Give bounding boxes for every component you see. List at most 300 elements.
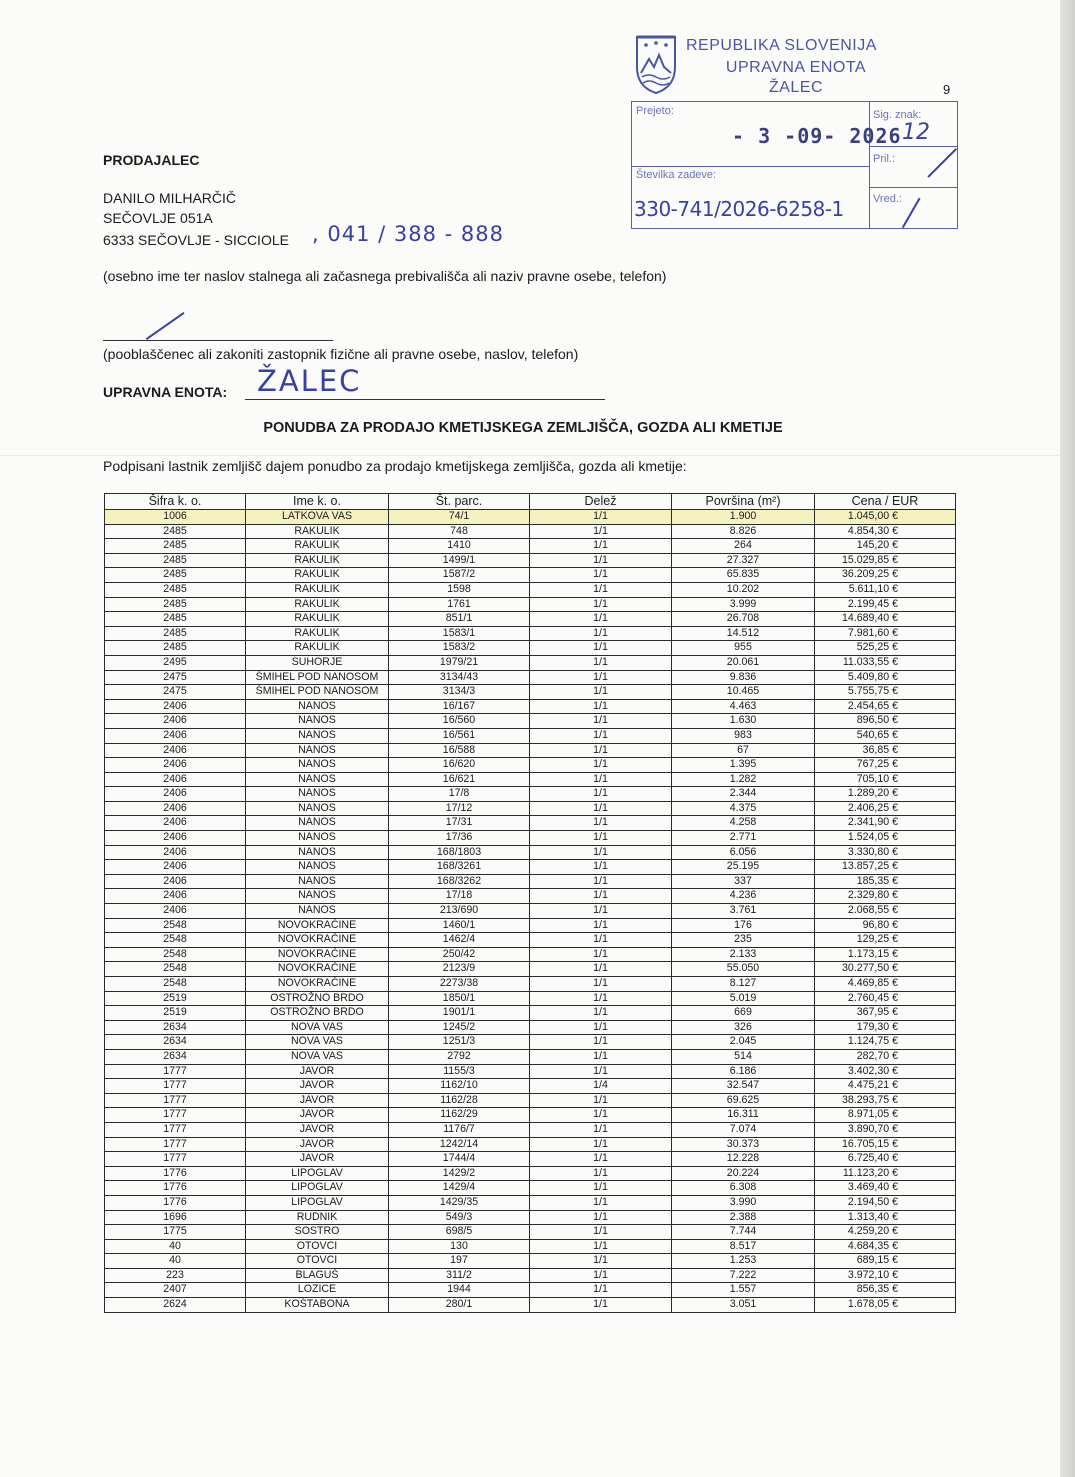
cell-ime: NOVA VAS [246, 1035, 389, 1050]
cell-sifra: 2406 [105, 845, 246, 860]
cell-sifra: 2485 [105, 524, 246, 539]
upravna-enota-line [245, 399, 605, 400]
cell-parcela: 2123/9 [389, 962, 530, 977]
cell-parcela: 311/2 [389, 1268, 530, 1283]
cell-cena: 1.045,00 € [815, 510, 956, 525]
cell-parcela: 851/1 [389, 612, 530, 627]
cell-cena: 8.971,05 € [815, 1108, 956, 1123]
stamp-line-office: UPRAVNA ENOTA [725, 59, 867, 76]
cell-povrsina: 6.186 [672, 1064, 815, 1079]
cell-delez: 1/1 [530, 801, 672, 816]
cell-delez: 1/1 [530, 1152, 672, 1167]
parcels-table [104, 493, 956, 1313]
cell-delez: 1/1 [530, 874, 672, 889]
cell-ime: LATKOVA VAS [246, 510, 389, 525]
table-row [105, 728, 956, 743]
cell-cena: 1.313,40 € [815, 1210, 956, 1225]
cell-cena: 4.475,21 € [815, 1079, 956, 1094]
cell-povrsina: 20.224 [672, 1166, 815, 1181]
cell-povrsina: 10.202 [672, 582, 815, 597]
cell-parcela: 17/36 [389, 831, 530, 846]
cell-ime: ŠMIHEL POD NANOSOM [246, 670, 389, 685]
cell-povrsina: 1.395 [672, 758, 815, 773]
cell-parcela: 1429/4 [389, 1181, 530, 1196]
cell-delez: 1/1 [530, 1298, 672, 1313]
cell-ime: JAVOR [246, 1064, 389, 1079]
cell-sifra: 2548 [105, 962, 246, 977]
handwritten-slash [902, 198, 920, 228]
cell-delez: 1/1 [530, 1225, 672, 1240]
cell-parcela: 130 [389, 1239, 530, 1254]
cell-ime: RAKULIK [246, 553, 389, 568]
cell-ime: RAKULIK [246, 539, 389, 554]
cell-cena: 3.469,40 € [815, 1181, 956, 1196]
cell-delez: 1/1 [530, 670, 672, 685]
cell-parcela: 1583/2 [389, 641, 530, 656]
cell-parcela: 16/588 [389, 743, 530, 758]
cell-povrsina: 10.465 [672, 685, 815, 700]
cell-ime: LOZICE [246, 1283, 389, 1298]
cell-parcela: 197 [389, 1254, 530, 1269]
cell-sifra: 2548 [105, 977, 246, 992]
table-row [105, 962, 956, 977]
cell-sifra: 40 [105, 1254, 246, 1269]
cell-cena: 38.293,75 € [815, 1093, 956, 1108]
case-number: 330-741/2026-6258-1 [634, 197, 844, 221]
cell-povrsina: 27.327 [672, 553, 815, 568]
cell-cena: 2.406,25 € [815, 801, 956, 816]
received-date: - 3 -09- 2026 [732, 124, 902, 148]
cell-ime: NANOS [246, 831, 389, 846]
table-row [105, 1137, 956, 1152]
cell-povrsina: 3.051 [672, 1298, 815, 1313]
cell-delez: 1/1 [530, 933, 672, 948]
cell-cena: 689,15 € [815, 1254, 956, 1269]
table-row [105, 626, 956, 641]
cell-sifra: 40 [105, 1239, 246, 1254]
cell-delez: 1/1 [530, 1006, 672, 1021]
cell-delez: 1/1 [530, 1166, 672, 1181]
stamp-registry-box [631, 101, 958, 229]
document-title-text: PONUDBA ZA PRODAJO KMETIJSKEGA ZEMLJIŠČA, GOZDA ALI KMETIJE [263, 420, 783, 436]
cell-cena: 36.209,25 € [815, 568, 956, 583]
cell-cena: 1.524,05 € [815, 831, 956, 846]
cell-sifra: 2406 [105, 758, 246, 773]
upravna-enota-value: ŽALEC [257, 364, 362, 398]
cell-cena: 16.705,15 € [815, 1137, 956, 1152]
cell-sifra: 2406 [105, 787, 246, 802]
table-row [105, 539, 956, 554]
cell-parcela: 1901/1 [389, 1006, 530, 1021]
cell-parcela: 698/5 [389, 1225, 530, 1240]
cell-ime: SOSTRO [246, 1225, 389, 1240]
cell-ime: LIPOGLAV [246, 1181, 389, 1196]
cell-delez: 1/1 [530, 597, 672, 612]
cell-delez: 1/1 [530, 787, 672, 802]
cell-parcela: 168/3262 [389, 874, 530, 889]
cell-sifra: 1777 [105, 1108, 246, 1123]
cell-cena: 4.259,20 € [815, 1225, 956, 1240]
table-row [105, 1064, 956, 1079]
cell-cena: 11.123,20 € [815, 1166, 956, 1181]
table-row [105, 1079, 956, 1094]
cell-sifra: 2634 [105, 1035, 246, 1050]
cell-parcela: 1462/4 [389, 933, 530, 948]
document-title [0, 420, 1060, 436]
cell-cena: 1.124,75 € [815, 1035, 956, 1050]
cell-ime: NANOS [246, 758, 389, 773]
cell-ime: RAKULIK [246, 582, 389, 597]
table-row [105, 933, 956, 948]
table-header-row [105, 494, 956, 510]
cell-ime: NANOS [246, 889, 389, 904]
cell-povrsina: 1.630 [672, 714, 815, 729]
cell-parcela: 16/167 [389, 699, 530, 714]
cell-povrsina: 2.133 [672, 947, 815, 962]
cell-povrsina: 12.228 [672, 1152, 815, 1167]
cell-povrsina: 6.308 [672, 1181, 815, 1196]
cell-cena: 3.890,70 € [815, 1122, 956, 1137]
table-row [105, 1108, 956, 1123]
seller-phone: , 041 / 388 - 888 [312, 222, 504, 246]
cell-delez: 1/1 [530, 1137, 672, 1152]
cell-sifra: 1776 [105, 1195, 246, 1210]
table-row [105, 510, 956, 525]
cell-cena: 179,30 € [815, 1020, 956, 1035]
cell-sifra: 2495 [105, 655, 246, 670]
cell-cena: 5.611,10 € [815, 582, 956, 597]
table-row [105, 714, 956, 729]
cell-delez: 1/1 [530, 947, 672, 962]
cell-povrsina: 16.311 [672, 1108, 815, 1123]
cell-ime: SUHORJE [246, 655, 389, 670]
cell-ime: RAKULIK [246, 597, 389, 612]
cell-sifra: 2485 [105, 568, 246, 583]
header-ime: Ime k. o. [246, 494, 389, 510]
table-row [105, 845, 956, 860]
cell-cena: 540,65 € [815, 728, 956, 743]
cell-sifra: 1006 [105, 510, 246, 525]
cell-parcela: 17/31 [389, 816, 530, 831]
cell-ime: JAVOR [246, 1093, 389, 1108]
table-row [105, 1298, 956, 1313]
table-row [105, 977, 956, 992]
cell-povrsina: 55.050 [672, 962, 815, 977]
cell-cena: 2.194,50 € [815, 1195, 956, 1210]
cell-ime: RAKULIK [246, 626, 389, 641]
cell-sifra: 223 [105, 1268, 246, 1283]
pril-label: Pril.: [873, 153, 895, 165]
table-row [105, 1006, 956, 1021]
cell-cena: 767,25 € [815, 758, 956, 773]
table-row [105, 568, 956, 583]
cell-parcela: 1245/2 [389, 1020, 530, 1035]
cell-delez: 1/1 [530, 1210, 672, 1225]
cell-sifra: 2485 [105, 626, 246, 641]
cell-delez: 1/1 [530, 641, 672, 656]
cell-cena: 3.402,30 € [815, 1064, 956, 1079]
stamp-line-city: ŽALEC [768, 79, 824, 96]
authorized-signature-line [103, 340, 333, 341]
cell-sifra: 2485 [105, 539, 246, 554]
cell-sifra: 2624 [105, 1298, 246, 1313]
cell-parcela: 1162/28 [389, 1093, 530, 1108]
cell-delez: 1/1 [530, 699, 672, 714]
cell-ime: NANOS [246, 714, 389, 729]
cell-parcela: 16/560 [389, 714, 530, 729]
table-row [105, 685, 956, 700]
cell-povrsina: 30.373 [672, 1137, 815, 1152]
cell-parcela: 250/42 [389, 947, 530, 962]
cell-delez: 1/1 [530, 831, 672, 846]
cell-parcela: 1251/3 [389, 1035, 530, 1050]
cell-sifra: 2406 [105, 816, 246, 831]
table-body [105, 510, 956, 1313]
cell-cena: 6.725,40 € [815, 1152, 956, 1167]
table-row [105, 743, 956, 758]
cell-cena: 15.029,85 € [815, 553, 956, 568]
table-row [105, 758, 956, 773]
cell-delez: 1/1 [530, 728, 672, 743]
table-row [105, 874, 956, 889]
cell-parcela: 2273/38 [389, 977, 530, 992]
cell-parcela: 1155/3 [389, 1064, 530, 1079]
cell-povrsina: 20.061 [672, 655, 815, 670]
cell-ime: JAVOR [246, 1079, 389, 1094]
cell-povrsina: 337 [672, 874, 815, 889]
cell-povrsina: 983 [672, 728, 815, 743]
cell-povrsina: 1.557 [672, 1283, 815, 1298]
cell-cena: 2.068,55 € [815, 904, 956, 919]
seller-name: DANILO MILHARČIČ [103, 190, 237, 206]
cell-delez: 1/1 [530, 1020, 672, 1035]
cell-delez: 1/1 [530, 582, 672, 597]
cell-ime: OSTROŽNO BRDO [246, 1006, 389, 1021]
page-edge-shadow [1060, 0, 1075, 1477]
cell-parcela: 3134/43 [389, 670, 530, 685]
cell-delez: 1/1 [530, 1035, 672, 1050]
table-row [105, 1049, 956, 1064]
table-row [105, 612, 956, 627]
cell-sifra: 1777 [105, 1064, 246, 1079]
cell-ime: RAKULIK [246, 612, 389, 627]
table-row [105, 947, 956, 962]
cell-sifra: 2406 [105, 904, 246, 919]
cell-ime: NANOS [246, 860, 389, 875]
cell-cena: 2.329,80 € [815, 889, 956, 904]
cell-delez: 1/1 [530, 772, 672, 787]
cell-parcela: 280/1 [389, 1298, 530, 1313]
cell-ime: LIPOGLAV [246, 1166, 389, 1181]
stamp-divider [869, 187, 957, 188]
cell-cena: 282,70 € [815, 1049, 956, 1064]
sig-znak-label: Sig. znak: [873, 109, 922, 121]
cell-sifra: 2548 [105, 918, 246, 933]
table-row [105, 553, 956, 568]
cell-povrsina: 9.836 [672, 670, 815, 685]
cell-parcela: 748 [389, 524, 530, 539]
cell-parcela: 1429/2 [389, 1166, 530, 1181]
cell-delez: 1/1 [530, 1268, 672, 1283]
cell-cena: 96,80 € [815, 918, 956, 933]
cell-ime: OTOVCI [246, 1254, 389, 1269]
table-row [105, 1181, 956, 1196]
cell-ime: NOVOKRAČINE [246, 977, 389, 992]
cell-ime: NANOS [246, 787, 389, 802]
cell-delez: 1/1 [530, 1254, 672, 1269]
cell-povrsina: 4.463 [672, 699, 815, 714]
vred-label: Vred.: [873, 193, 902, 205]
cell-povrsina: 6.056 [672, 845, 815, 860]
cell-delez: 1/1 [530, 743, 672, 758]
cell-ime: NANOS [246, 772, 389, 787]
cell-sifra: 2406 [105, 728, 246, 743]
cell-parcela: 3134/3 [389, 685, 530, 700]
cell-parcela: 2792 [389, 1049, 530, 1064]
cell-sifra: 2519 [105, 1006, 246, 1021]
cell-ime: NOVA VAS [246, 1020, 389, 1035]
cell-povrsina: 5.019 [672, 991, 815, 1006]
cell-parcela: 1944 [389, 1283, 530, 1298]
cell-sifra: 2406 [105, 831, 246, 846]
cell-ime: ŠMIHEL POD NANOSOM [246, 685, 389, 700]
table-row [105, 918, 956, 933]
table-row [105, 641, 956, 656]
cell-cena: 3.972,10 € [815, 1268, 956, 1283]
cell-delez: 1/1 [530, 685, 672, 700]
cell-sifra: 2407 [105, 1283, 246, 1298]
cell-parcela: 168/1803 [389, 845, 530, 860]
cell-parcela: 168/3261 [389, 860, 530, 875]
cell-cena: 2.341,90 € [815, 816, 956, 831]
table-row [105, 655, 956, 670]
cell-cena: 145,20 € [815, 539, 956, 554]
table-row [105, 1122, 956, 1137]
table-row [105, 889, 956, 904]
cell-ime: LIPOGLAV [246, 1195, 389, 1210]
cell-sifra: 1777 [105, 1122, 246, 1137]
cell-delez: 1/1 [530, 1239, 672, 1254]
stamp-divider [869, 102, 870, 228]
cell-povrsina: 69.625 [672, 1093, 815, 1108]
cell-delez: 1/1 [530, 1122, 672, 1137]
cell-parcela: 1979/21 [389, 655, 530, 670]
cell-povrsina: 1.282 [672, 772, 815, 787]
table-row [105, 524, 956, 539]
table-row [105, 816, 956, 831]
cell-delez: 1/1 [530, 1049, 672, 1064]
cell-cena: 2.454,65 € [815, 699, 956, 714]
cell-povrsina: 14.512 [672, 626, 815, 641]
cell-povrsina: 669 [672, 1006, 815, 1021]
seller-street: SEČOVLJE 051A [103, 210, 213, 226]
cell-cena: 7.981,60 € [815, 626, 956, 641]
cell-sifra: 2548 [105, 933, 246, 948]
cell-povrsina: 2.045 [672, 1035, 815, 1050]
table-row [105, 1035, 956, 1050]
cell-delez: 1/1 [530, 845, 672, 860]
cell-delez: 1/1 [530, 553, 672, 568]
cell-parcela: 1598 [389, 582, 530, 597]
cell-sifra: 2634 [105, 1049, 246, 1064]
cell-parcela: 1583/1 [389, 626, 530, 641]
cell-parcela: 213/690 [389, 904, 530, 919]
table-row [105, 991, 956, 1006]
cell-delez: 1/1 [530, 904, 672, 919]
table-row [105, 582, 956, 597]
cell-sifra: 2406 [105, 860, 246, 875]
cell-delez: 1/1 [530, 758, 672, 773]
cell-parcela: 16/621 [389, 772, 530, 787]
cell-cena: 2.760,45 € [815, 991, 956, 1006]
cell-povrsina: 7.222 [672, 1268, 815, 1283]
cell-povrsina: 2.344 [672, 787, 815, 802]
cell-povrsina: 514 [672, 1049, 815, 1064]
cell-povrsina: 3.990 [672, 1195, 815, 1210]
cell-sifra: 1777 [105, 1152, 246, 1167]
cell-cena: 4.684,35 € [815, 1239, 956, 1254]
header-parcela: Št. parc. [389, 494, 530, 510]
cell-parcela: 17/12 [389, 801, 530, 816]
cell-cena: 1.678,05 € [815, 1298, 956, 1313]
cell-sifra: 2548 [105, 947, 246, 962]
cell-cena: 14.689,40 € [815, 612, 956, 627]
cell-parcela: 16/561 [389, 728, 530, 743]
cell-povrsina: 65.835 [672, 568, 815, 583]
cell-parcela: 17/8 [389, 787, 530, 802]
cell-povrsina: 4.258 [672, 816, 815, 831]
cell-ime: NANOS [246, 845, 389, 860]
case-number-label: Številka zadeve: [636, 169, 717, 181]
cell-povrsina: 7.074 [672, 1122, 815, 1137]
cell-parcela: 1744/4 [389, 1152, 530, 1167]
cell-ime: JAVOR [246, 1152, 389, 1167]
cell-cena: 4.469,85 € [815, 977, 956, 992]
cell-cena: 185,35 € [815, 874, 956, 889]
cell-parcela: 17/18 [389, 889, 530, 904]
cell-sifra: 1777 [105, 1079, 246, 1094]
cell-cena: 367,95 € [815, 1006, 956, 1021]
cell-povrsina: 32.547 [672, 1079, 815, 1094]
stamp-line-republic: REPUBLIKA SLOVENIJA [686, 37, 877, 54]
authorized-note: (pooblaščenec ali zakoniti zastopnik fizične ali pravne osebe, naslov, telefon) [103, 346, 579, 362]
cell-cena: 129,25 € [815, 933, 956, 948]
cell-povrsina: 955 [672, 641, 815, 656]
cell-ime: NOVOKRAČINE [246, 933, 389, 948]
cell-sifra: 1777 [105, 1093, 246, 1108]
cell-povrsina: 1.253 [672, 1254, 815, 1269]
cell-sifra: 2485 [105, 641, 246, 656]
seller-note: (osebno ime ter naslov stalnega ali začasnega prebivališča ali naziv pravne osebe, telefon) [103, 268, 667, 284]
paper-fold [0, 455, 1060, 456]
cell-parcela: 549/3 [389, 1210, 530, 1225]
table-row [105, 1093, 956, 1108]
cell-povrsina: 264 [672, 539, 815, 554]
cell-cena: 525,25 € [815, 641, 956, 656]
cell-cena: 11.033,55 € [815, 655, 956, 670]
cell-ime: BLAGUŠ [246, 1268, 389, 1283]
cell-povrsina: 3.999 [672, 597, 815, 612]
seller-city: 6333 SEČOVLJE - SICCIOLE [103, 232, 289, 248]
cell-sifra: 2406 [105, 889, 246, 904]
page-number: 9 [943, 82, 951, 97]
cell-povrsina: 8.517 [672, 1239, 815, 1254]
table-row [105, 1195, 956, 1210]
cell-sifra: 1776 [105, 1181, 246, 1196]
upravna-enota-label: UPRAVNA ENOTA: [103, 384, 228, 400]
cell-sifra: 1775 [105, 1225, 246, 1240]
cell-povrsina: 7.744 [672, 1225, 815, 1240]
